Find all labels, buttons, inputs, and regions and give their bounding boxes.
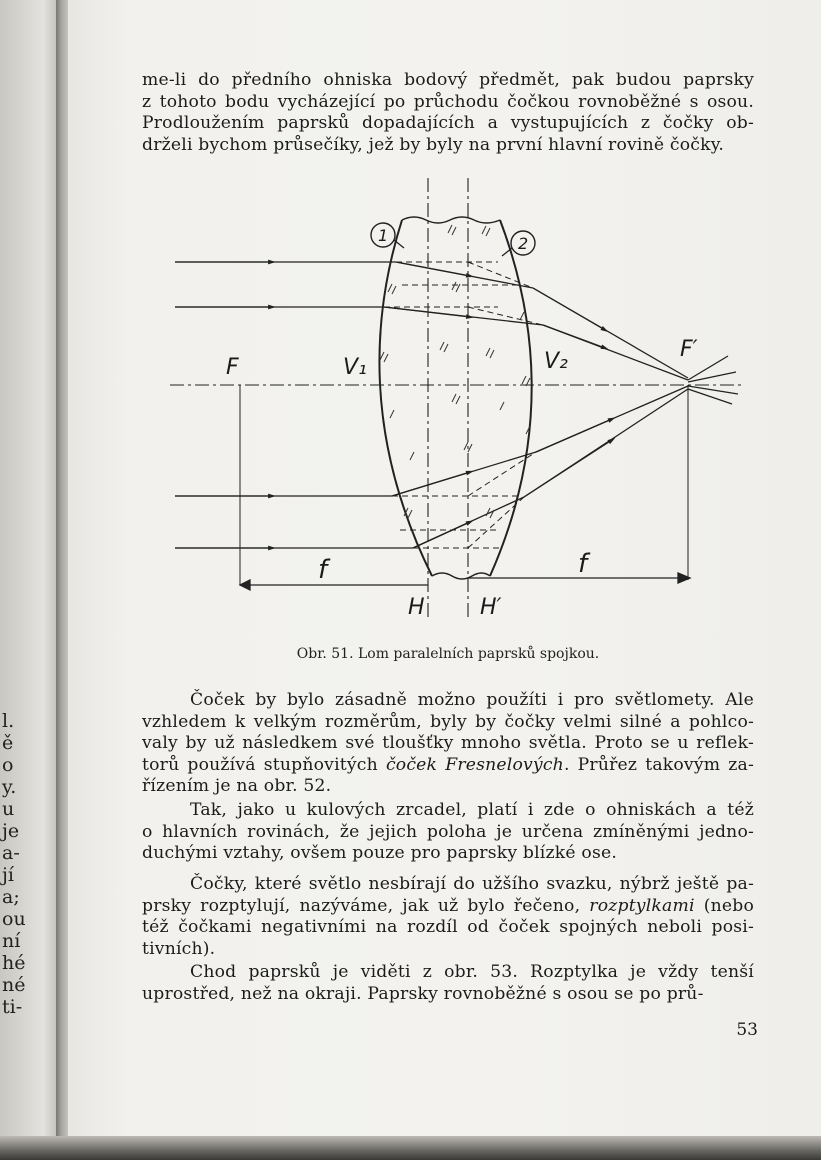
- adjacent-fragment: jí: [2, 864, 14, 886]
- focal-back-label: f: [578, 549, 588, 579]
- principal-plane-h-label: H: [408, 595, 425, 620]
- emphasis-fresnel: čoček Fresnelových: [385, 754, 564, 775]
- text-line: me-li do předního ohniska bodový předmět, pak budou paprsky: [142, 70, 754, 90]
- adjacent-fragment: né: [2, 974, 26, 996]
- text-line: Chod paprsků je viděti z obr. 53. Rozptylka je vždy tenší: [190, 962, 754, 982]
- adjacent-fragment: ou: [2, 908, 26, 930]
- page-number: 53: [736, 1020, 758, 1040]
- paragraph-diverging: [190, 874, 754, 896]
- emphasis-rozptylkami: rozptylkami: [589, 895, 695, 916]
- text-run: prsky rozptylují, nazýváme, jak už bylo řečeno,: [142, 895, 590, 916]
- adjacent-fragment: l.: [2, 710, 15, 732]
- paragraph-mirrors-body: [142, 822, 754, 865]
- text-run: torů používá stupňovitých: [142, 754, 386, 775]
- text-line: [142, 755, 754, 777]
- paragraph-ray-path-body: [142, 984, 754, 1006]
- adjacent-fragment: ti-: [2, 996, 23, 1018]
- text-line: Čočky, které světlo nesbírají do užšího svazku, nýbrž ještě pa-: [190, 874, 754, 894]
- adjacent-fragment: a-: [2, 842, 20, 864]
- text-line: Tak, jako u kulových zrcadel, platí i zde o ohniskách a též: [190, 800, 754, 820]
- text-line: z tohoto bodu vycházející po průchodu čočkou rovnoběžné s osou.: [142, 91, 754, 112]
- adjacent-fragment: je: [2, 820, 20, 842]
- principal-plane-h-prime-label: H′: [480, 595, 502, 620]
- adjacent-fragment: hé: [2, 952, 26, 974]
- text-run: . Průřez takovým za-: [563, 754, 755, 775]
- adjacent-fragment: ní: [2, 930, 21, 952]
- figure-caption: Obr. 51. Lom paralelních paprsků spojkou.: [296, 646, 600, 662]
- page-bottom-shadow: [0, 1136, 821, 1160]
- paragraph-headlights-body: [142, 712, 754, 798]
- text-line: drželi bychom průsečíky, jež by byly na první hlavní rovině čočky.: [142, 134, 725, 155]
- back-focus-label: F′: [680, 337, 698, 362]
- text-line: valy by už následkem své tloušťky mnoho světla. Proto se u reflek-: [142, 733, 754, 753]
- lens-top-break: [402, 217, 500, 223]
- vertex-1-label: V₁: [343, 355, 367, 380]
- paragraph-headlights: [190, 690, 754, 712]
- text-line: Prodloužením paprsků dopadajících a vystupujících z čočky ob-: [142, 113, 754, 133]
- text-line: [142, 896, 754, 918]
- focal-front-label: f: [318, 555, 328, 585]
- surface-label-2: 2: [518, 234, 529, 253]
- adjacent-fragment: ě: [2, 732, 14, 754]
- text-line: vzhledem k velkým rozměrům, byly by čočky velmi silné a pohlco-: [142, 711, 754, 732]
- lens-left-surface: [379, 220, 432, 576]
- text-line: řízením je na obr. 52.: [142, 776, 332, 796]
- paragraph-mirrors: [190, 800, 754, 822]
- text-line: též čočkami negativními na rozdíl od čoček spojných neboli posi-: [142, 917, 754, 937]
- surface-label-1: 1: [378, 226, 389, 245]
- text-run: (nebo: [694, 895, 754, 916]
- adjacent-fragment: u: [2, 798, 15, 820]
- adjacent-fragment: y.: [2, 776, 17, 798]
- paragraph-ray-path: [190, 962, 754, 984]
- adjacent-fragment: a;: [2, 886, 20, 908]
- text-line: o hlavních rovinách, že jejich poloha je určena zmíněnými jedno-: [142, 821, 754, 842]
- paragraph-diverging-body: [142, 896, 754, 961]
- front-focus-label: F: [226, 355, 239, 380]
- text-line: duchými vztahy, ovšem pouze pro paprsky blízké ose.: [142, 843, 618, 863]
- text-line: tivních).: [142, 938, 216, 959]
- vertex-2-label: V₂: [544, 349, 568, 374]
- adjacent-fragment: o: [2, 754, 14, 776]
- text-line: uprostřed, než na okraji. Paprsky rovnoběžné s osou se po prů-: [142, 983, 704, 1004]
- text-line: Čoček by bylo zásadně možno použíti i pro světlomety. Ale: [190, 690, 754, 710]
